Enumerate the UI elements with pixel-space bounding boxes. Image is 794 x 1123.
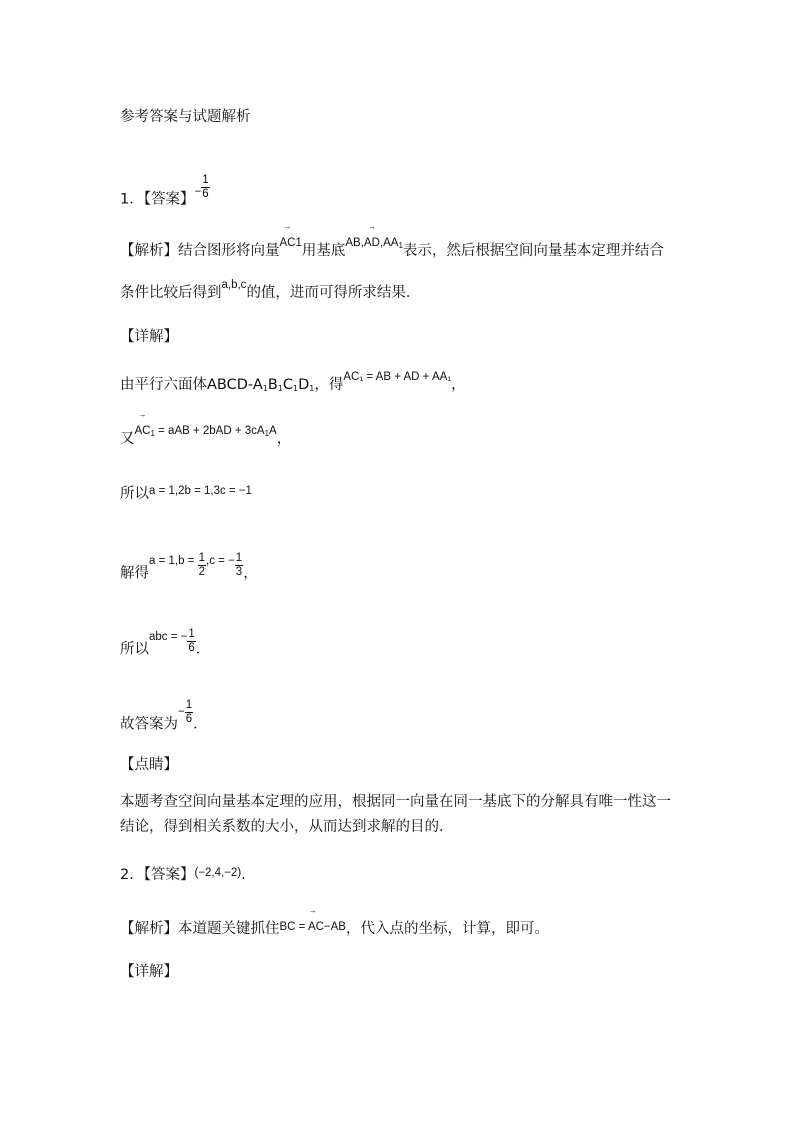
- q1-step5-text: 所以: [120, 641, 149, 658]
- q1-step3: [120, 484, 252, 505]
- q2-answer-end: .: [241, 867, 246, 883]
- q1-step6-sign: −: [178, 705, 185, 718]
- q2-analysis-line: [120, 919, 549, 940]
- q2-answer-line: [120, 865, 246, 886]
- q1-step6: [120, 699, 208, 738]
- q1-abc-vars: a,b,c: [221, 279, 247, 291]
- q1-vector-ac-sub: 1: [295, 237, 302, 249]
- q1-answer-label: 1．【答案】: [120, 191, 195, 208]
- q1-step1-end: ，: [451, 377, 466, 393]
- q1-step6-den: 6: [185, 713, 193, 725]
- q1-step1-sub-b: 1: [277, 384, 283, 393]
- q1-answer-den: 6: [202, 188, 209, 200]
- q1-step1-sub-c: 1: [293, 384, 299, 393]
- q1-vector-ac1: [280, 237, 302, 249]
- q1-step4-c-fraction: [235, 552, 243, 579]
- q1-basis-vectors: → AB,AD,AA: [345, 233, 398, 253]
- page-title: 参考答案与试题解析: [120, 109, 251, 125]
- q1-analysis-text-a: 结合图形将向量: [178, 243, 280, 259]
- q1-analysis-line1: [120, 237, 664, 265]
- q1-basis-sub: 1: [398, 241, 403, 250]
- q1-analysis-line2-a: 条件比较后得到: [120, 285, 222, 301]
- q1-detail-tag: 【详解】: [120, 329, 178, 345]
- q1-comment-tag: 【点睛】: [120, 757, 178, 773]
- q1-comment-line2: 结论，得到相关系数的大小，从而达到求解的目的．: [120, 819, 454, 835]
- q1-step2-lhs: → AC: [135, 421, 151, 441]
- q1-step4-b-fraction: [198, 552, 206, 579]
- q1-answer-num: 1: [202, 174, 209, 186]
- q2-analysis-tag: 【解析】: [120, 921, 178, 937]
- q1-analysis-line2-b: 的值，进而可得所求结果．: [246, 285, 421, 301]
- q1-basis: [345, 237, 403, 249]
- q1-step5-eq: abc = −: [149, 630, 188, 643]
- q1-analysis-text-b: 用基底: [301, 243, 346, 259]
- q1-step5-num: 1: [188, 628, 195, 640]
- q1-step1-sub-d: 1: [309, 384, 315, 393]
- q1-answer-fraction: [201, 174, 209, 201]
- q1-answer-sign: −: [194, 185, 202, 198]
- q1-comment-line1: 本题考查空间向量基本定理的应用，根据同一向量在同一基底下的分解具有唯一性这一: [120, 794, 671, 810]
- q1-analysis-line2: [120, 279, 421, 304]
- q1-step4: [120, 552, 258, 587]
- q1-step2-rest: = aAB + 2bAD + 3cA: [154, 425, 265, 437]
- q1-step2: [120, 425, 292, 453]
- q1-step5: [120, 628, 211, 663]
- q1-step3-text: 所以: [120, 486, 149, 502]
- q1-step6-text: 故答案为: [120, 716, 178, 733]
- q1-step1: 由平行六面体ABCD-$A_1B_1C_1D_1$，得$^{AC_1 = AB + AD + AA_1}$，: [120, 371, 466, 393]
- q2-analysis-text-a: 本道题关键抓住: [178, 921, 280, 937]
- q1-step4-text: 解得: [120, 565, 149, 582]
- q1-step4-eq-a: a = 1,b =: [149, 554, 198, 567]
- q1-step1-mid: ，得: [314, 377, 344, 393]
- q2-answer-value: (−2,4,−2): [194, 867, 242, 879]
- q1-step1-text: 由平行六面体ABCD-A: [120, 377, 263, 393]
- q2-analysis-equation: → BC = AC−AB: [280, 917, 346, 937]
- q1-step4-eq-c: ,c = −: [206, 554, 235, 567]
- q1-step1-equation: AC₁ = AB + AD + AA₁: [343, 371, 452, 383]
- q1-step2-end: ，: [276, 431, 292, 447]
- q1-step3-equation: a = 1,2b = 1,3c = −1: [149, 485, 252, 497]
- q1-step1-sub-a: 1: [262, 384, 268, 393]
- q1-step2-text: 又: [120, 431, 135, 447]
- q2-analysis-text-b: ，代入点的坐标，计算，即可。: [345, 921, 549, 937]
- q1-step4-b-num: 1: [198, 552, 206, 564]
- q1-step5-den: 6: [188, 642, 195, 654]
- q1-step4-b-den: 2: [198, 566, 206, 578]
- q2-detail-tag: 【详解】: [120, 964, 178, 980]
- q1-step6-fraction: [185, 699, 193, 726]
- q2-answer-label: 2．【答案】: [120, 867, 195, 883]
- q1-analysis-text-c: 表示，然后根据空间向量基本定理并结合: [402, 243, 664, 259]
- q1-step2-equation: → $^{AC_1 = aAB + 2bAD + 3cA_1A}$: [135, 425, 277, 437]
- q1-vector-ac: → AC: [280, 233, 296, 253]
- q1-step4-end: ，: [243, 565, 258, 582]
- q1-step6-num: 1: [185, 699, 193, 711]
- q1-step5-fraction: [187, 628, 195, 655]
- q1-step4-c-den: 3: [235, 566, 243, 578]
- q1-step5-end: ．: [195, 641, 211, 658]
- q1-analysis-tag: 【解析】: [120, 243, 178, 259]
- q1-step4-c-num: 1: [235, 552, 243, 564]
- q1-step6-end: ．: [193, 716, 208, 733]
- q1-answer-line: [120, 174, 210, 213]
